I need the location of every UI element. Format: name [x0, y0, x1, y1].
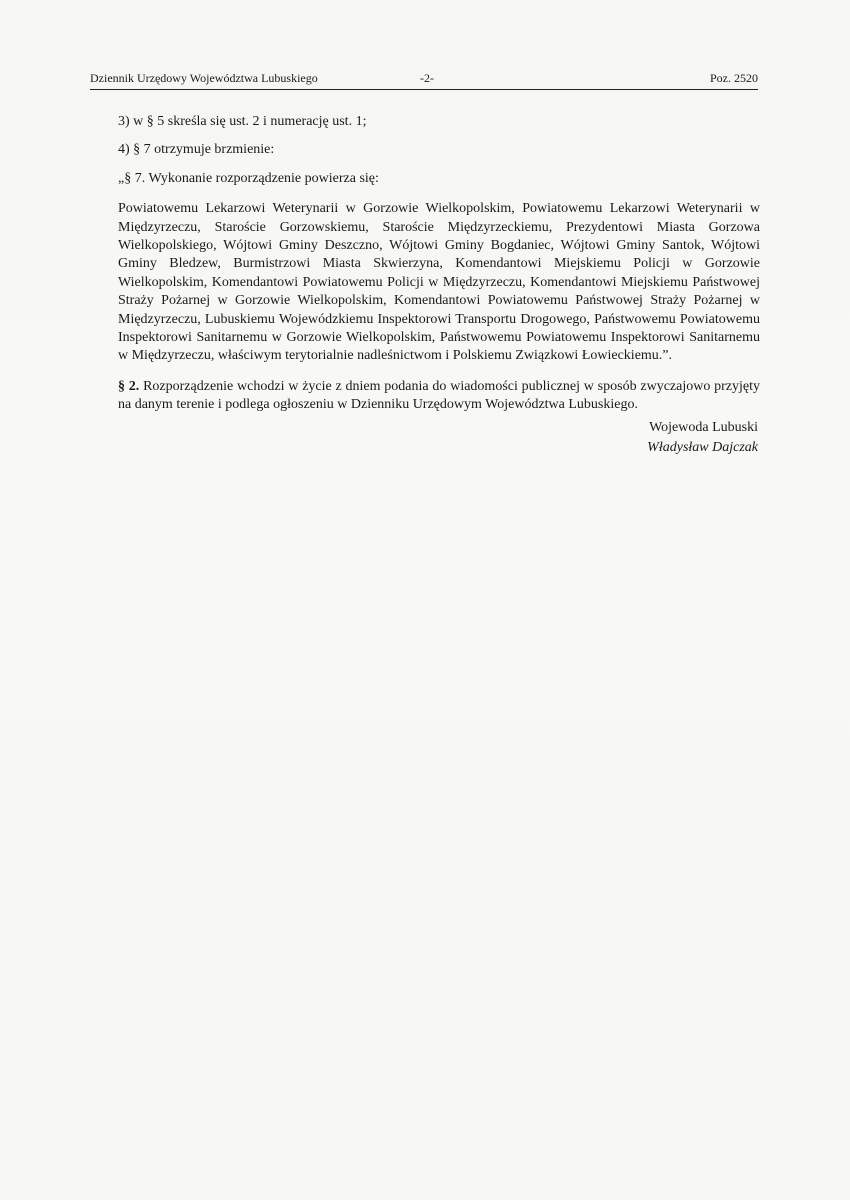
amendment-item-3: 3) w § 5 skreśla się ust. 2 i numerację ust. 1; — [118, 114, 367, 129]
executors-paragraph: Powiatowemu Lekarzowi Weterynarii w Gorzowie Wielkopolskim, Powiatowemu Lekarzowi Weterynarii w Międzyrzeczu, Staroście Gorzowskiemu, Staroście Międzyrzeckiemu, Prezydentowi Miasta Gorzowa Wielkopolskiego, Wójtowi Gminy Deszczno, Wójtowi Gminy Bogdaniec, Wójtowi Gminy Santok, Wójtowi Gminy Bledzew, Burmistrzowi Miasta Skwierzyna, Komendantowi Miejskiemu Policji w Gorzowie Wielkopolskim, Komendantowi Powiatowemu Policji w Międzyrzeczu, Komendantowi Miejskiemu Państwowej Straży Pożarnej w Gorzowie Wielkopolskim, Komendantowi Powiatowemu Państwowej Straży Pożarnej w Międzyrzeczu, Lubuskiemu Wojewódzkiemu Inspektorowi Transportu Drogowego, Państwowemu Powiatowemu Inspektorowi Sanitarnemu w Gorzowie Wielkopolskim, Państwowemu Powiatowemu Inspektorowi Sanitarnemu w Międzyrzeczu, właściwym terytorialnie nadleśnictwom i Polskiemu Związkowi Łowieckiemu.”. — [118, 201, 760, 364]
position-number: Poz. 2520 — [710, 71, 758, 85]
signatory-title: Wojewoda Lubuski — [649, 420, 758, 435]
section-2-label: § 2. — [118, 378, 140, 394]
section-2-text: Rozporządzenie wchodzi w życie z dniem podania do wiadomości publicznej w sposób zwyczajowo przyjęty na danym terenie i podlega ogłoszeniu w Dzienniku Urzędowym Województwa Lubuskiego. — [118, 378, 761, 413]
journal-title: Dziennik Urzędowy Województwa Lubuskiego — [90, 71, 318, 85]
signatory-name: Władysław Dajczak — [647, 440, 758, 455]
page-number: -2- — [420, 71, 434, 85]
signature-block — [647, 418, 758, 458]
section-7-intro: „§ 7. Wykonanie rozporządzenie powierza się: — [118, 170, 379, 186]
amendment-item-4: 4) § 7 otrzymuje brzmienie: — [118, 142, 275, 158]
header-rule — [90, 89, 758, 90]
page-header — [90, 69, 758, 87]
document-body — [118, 113, 760, 415]
section-2-paragraph — [118, 378, 760, 415]
